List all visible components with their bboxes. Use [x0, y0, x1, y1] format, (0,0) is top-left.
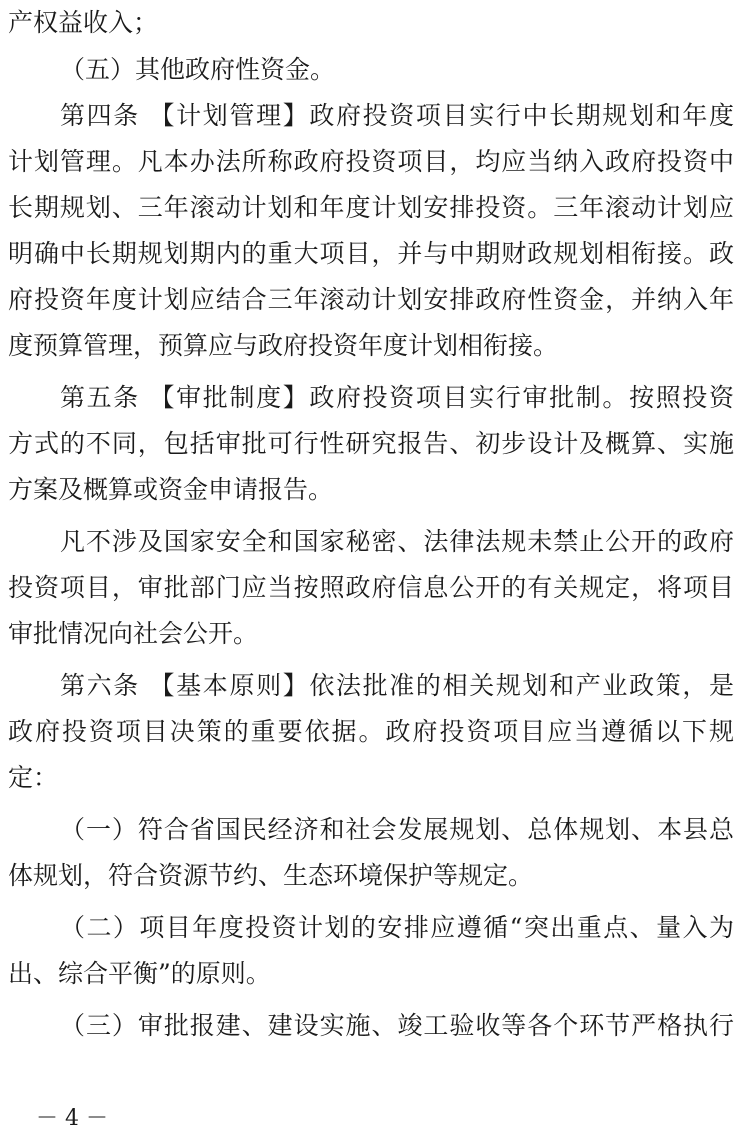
text-line: 计划管理。凡本办法所称政府投资项目，均应当纳入政府投资中 — [8, 147, 734, 176]
text-line: 投资项目，审批部门应当按照政府信息公开的有关规定，将项目 — [8, 573, 734, 602]
text-line: 度预算管理，预算应与政府投资年度计划相衔接。 — [8, 331, 559, 360]
text-line: 方式的不同，包括审批可行性研究报告、初步设计及概算、实施 — [8, 429, 734, 458]
article-6-line: 第六条 【基本原则】依法批准的相关规划和产业政策，是 — [60, 671, 734, 700]
text-line: （三）审批报建、建设实施、竣工验收等各个环节严格执行 — [60, 1011, 734, 1040]
text-line: （一）符合省国民经济和社会发展规划、总体规划、本县总 — [60, 815, 734, 844]
text-line: 政府投资项目决策的重要依据。政府投资项目应当遵循以下规 — [8, 717, 734, 746]
article-5-line: 第五条 【审批制度】政府投资项目实行审批制。按照投资 — [60, 383, 734, 412]
text-line: 定： — [8, 763, 59, 792]
text-line: 长期规划、三年滚动计划和年度计划安排投资。三年滚动计划应 — [8, 193, 734, 222]
text-line: 方案及概算或资金申请报告。 — [8, 475, 334, 504]
text-line: 府投资年度计划应结合三年滚动计划安排政府性资金，并纳入年 — [8, 285, 734, 314]
text-line: 凡不涉及国家安全和国家秘密、法律法规未禁止公开的政府 — [60, 527, 734, 556]
text-line: 审批情况向社会公开。 — [8, 619, 259, 648]
text-line: （五）其他政府性资金。 — [60, 55, 336, 84]
text-line: （二）项目年度投资计划的安排应遵循“突出重点、量入为 — [60, 913, 734, 942]
text-line: 产权益收入； — [8, 8, 159, 37]
text-line: 体规划，符合资源节约、生态环境保护等规定。 — [8, 861, 534, 890]
article-4-line: 第四条 【计划管理】政府投资项目实行中长期规划和年度 — [60, 101, 734, 130]
page-number: － 4 － — [36, 1106, 108, 1131]
text-line: 明确中长期规划期内的重大项目，并与中期财政规划相衔接。政 — [8, 239, 734, 268]
text-line: 出、综合平衡”的原则。 — [8, 959, 271, 988]
